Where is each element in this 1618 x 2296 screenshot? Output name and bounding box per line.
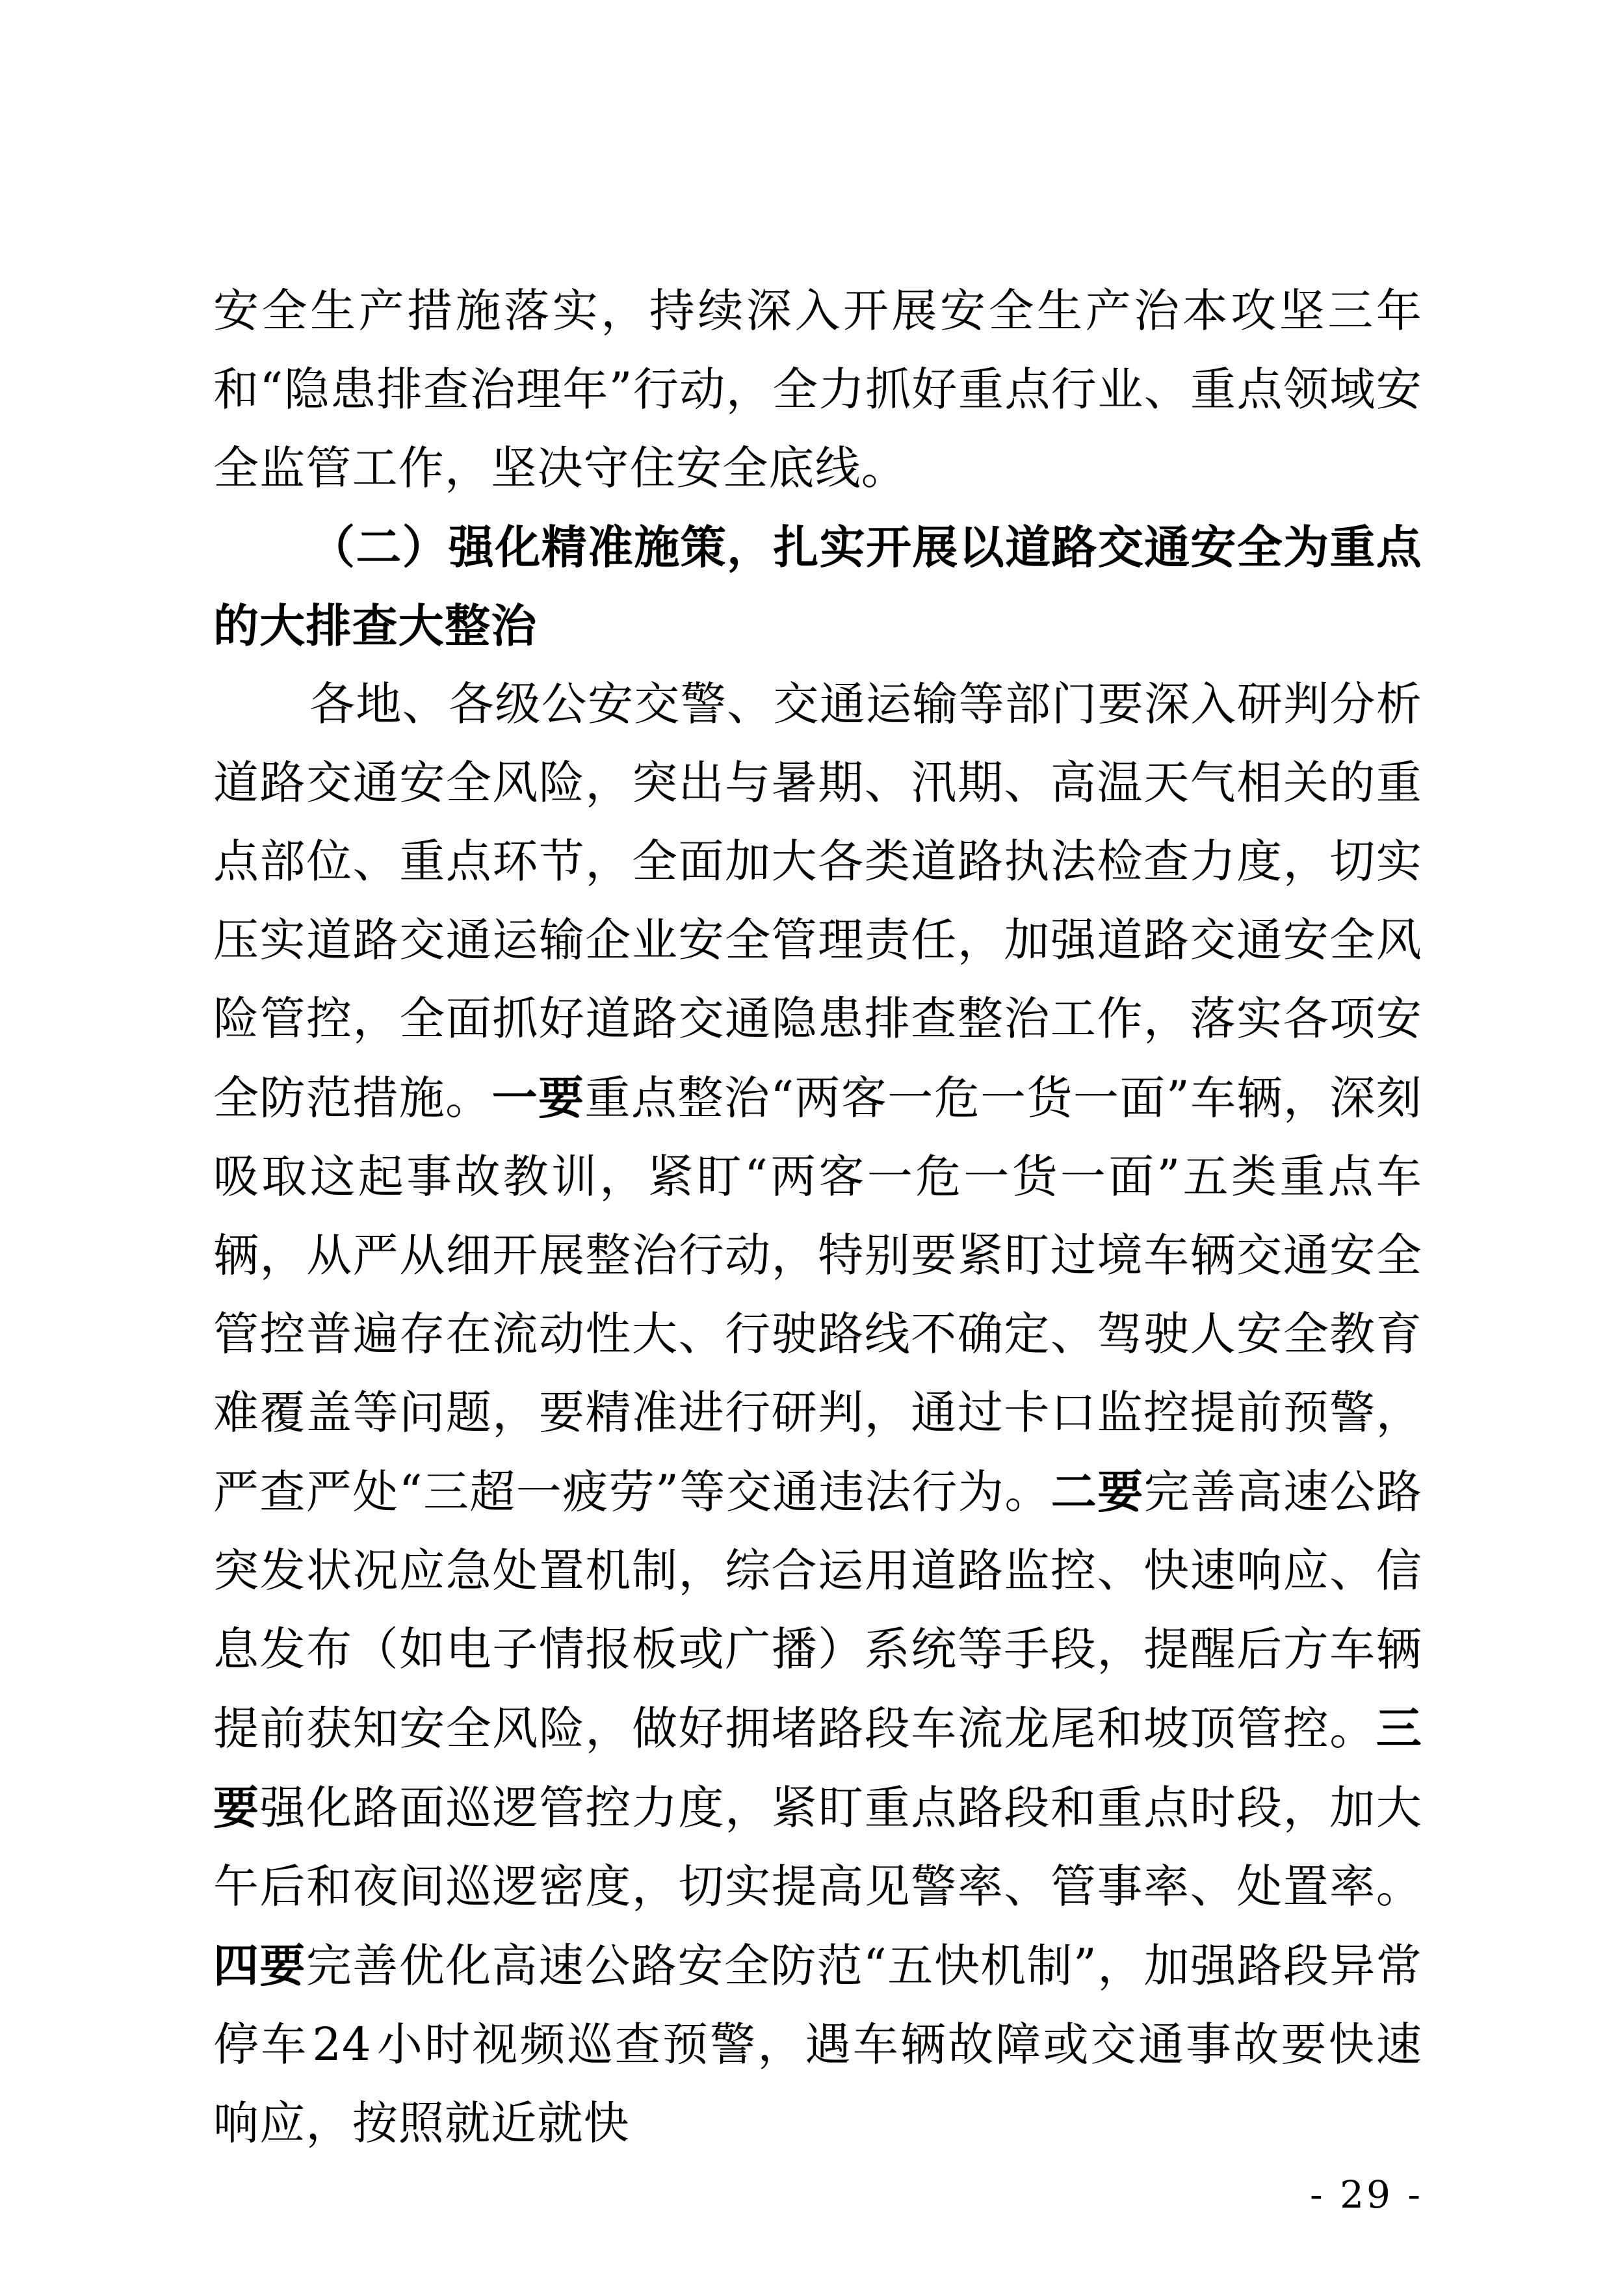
emphasis-run: 三要 [213,1701,1422,1834]
page-text-body [213,272,1422,2163]
body-paragraph [213,665,1422,2163]
text-run: 重点整治“两客一危一货一面”车辆，深刻吸取这起事故教训，紧盯“两客一危一货一面”五类重点车辆，从严从细开展整治行动，特别要紧盯过境车辆交通安全管控普遍存在流动性大、行驶路线不确定、驾驶人安全教育难覆盖等问题，要精准进行研判，通过卡口监控提前预警，严查严处“三超一疲劳”等交通违法行为。 [213,1071,1423,1519]
emphasis-run: 一要 [491,1071,585,1125]
text-run: 完善高速公路突发状况应急处置机制，综合运用道路监控、快速响应、信息发布（如电子情报板或广播）系统等手段，提醒后方车辆提前获知安全风险，做好拥堵路段车流龙尾和坡顶管控。 [213,1465,1423,1755]
numeral-run: 24 [312,2018,372,2071]
text-run: 各地、各级公安交警、交通运输等部门要深入研判分析道路交通安全风险，突出与暑期、汛期、高温天气相关的重点部位、重点环节，全面加大各类道路执法检查力度，切实压实道路交通运输企业安全管理责任，加强道路交通安全风险管控，全面抓好道路交通隐患排查整治工作，落实各项安全防范措施。 [213,677,1422,1125]
page-number: - 29 - [1310,2172,1423,2217]
text-run: 完善优化高速公路安全防范“五快机制”，加强路段异常停车 [213,1939,1422,2071]
text-run: 强化路面巡逻管控力度，紧盯重点路段和重点时段，加大午后和夜间巡逻密度，切实提高见警率、管事率、处置率。 [213,1781,1423,1913]
emphasis-run: 四要 [213,1938,306,1992]
text-run: 小时视频巡查预警，遇车辆故障或交通事故要快速响应，按照就近就快 [213,2018,1423,2150]
paragraph-continuation: 安全生产措施落实，持续深入开展安全生产治本攻坚三年和“隐患排查治理年”行动，全力抓好重点行业、重点领域安全监管工作，坚决守住安全底线。 [213,284,1422,495]
section-heading: （二）强化精准施策，扎实开展以道路交通安全为重点的大排查大整治 [213,520,1422,653]
emphasis-run: 二要 [1050,1465,1144,1519]
